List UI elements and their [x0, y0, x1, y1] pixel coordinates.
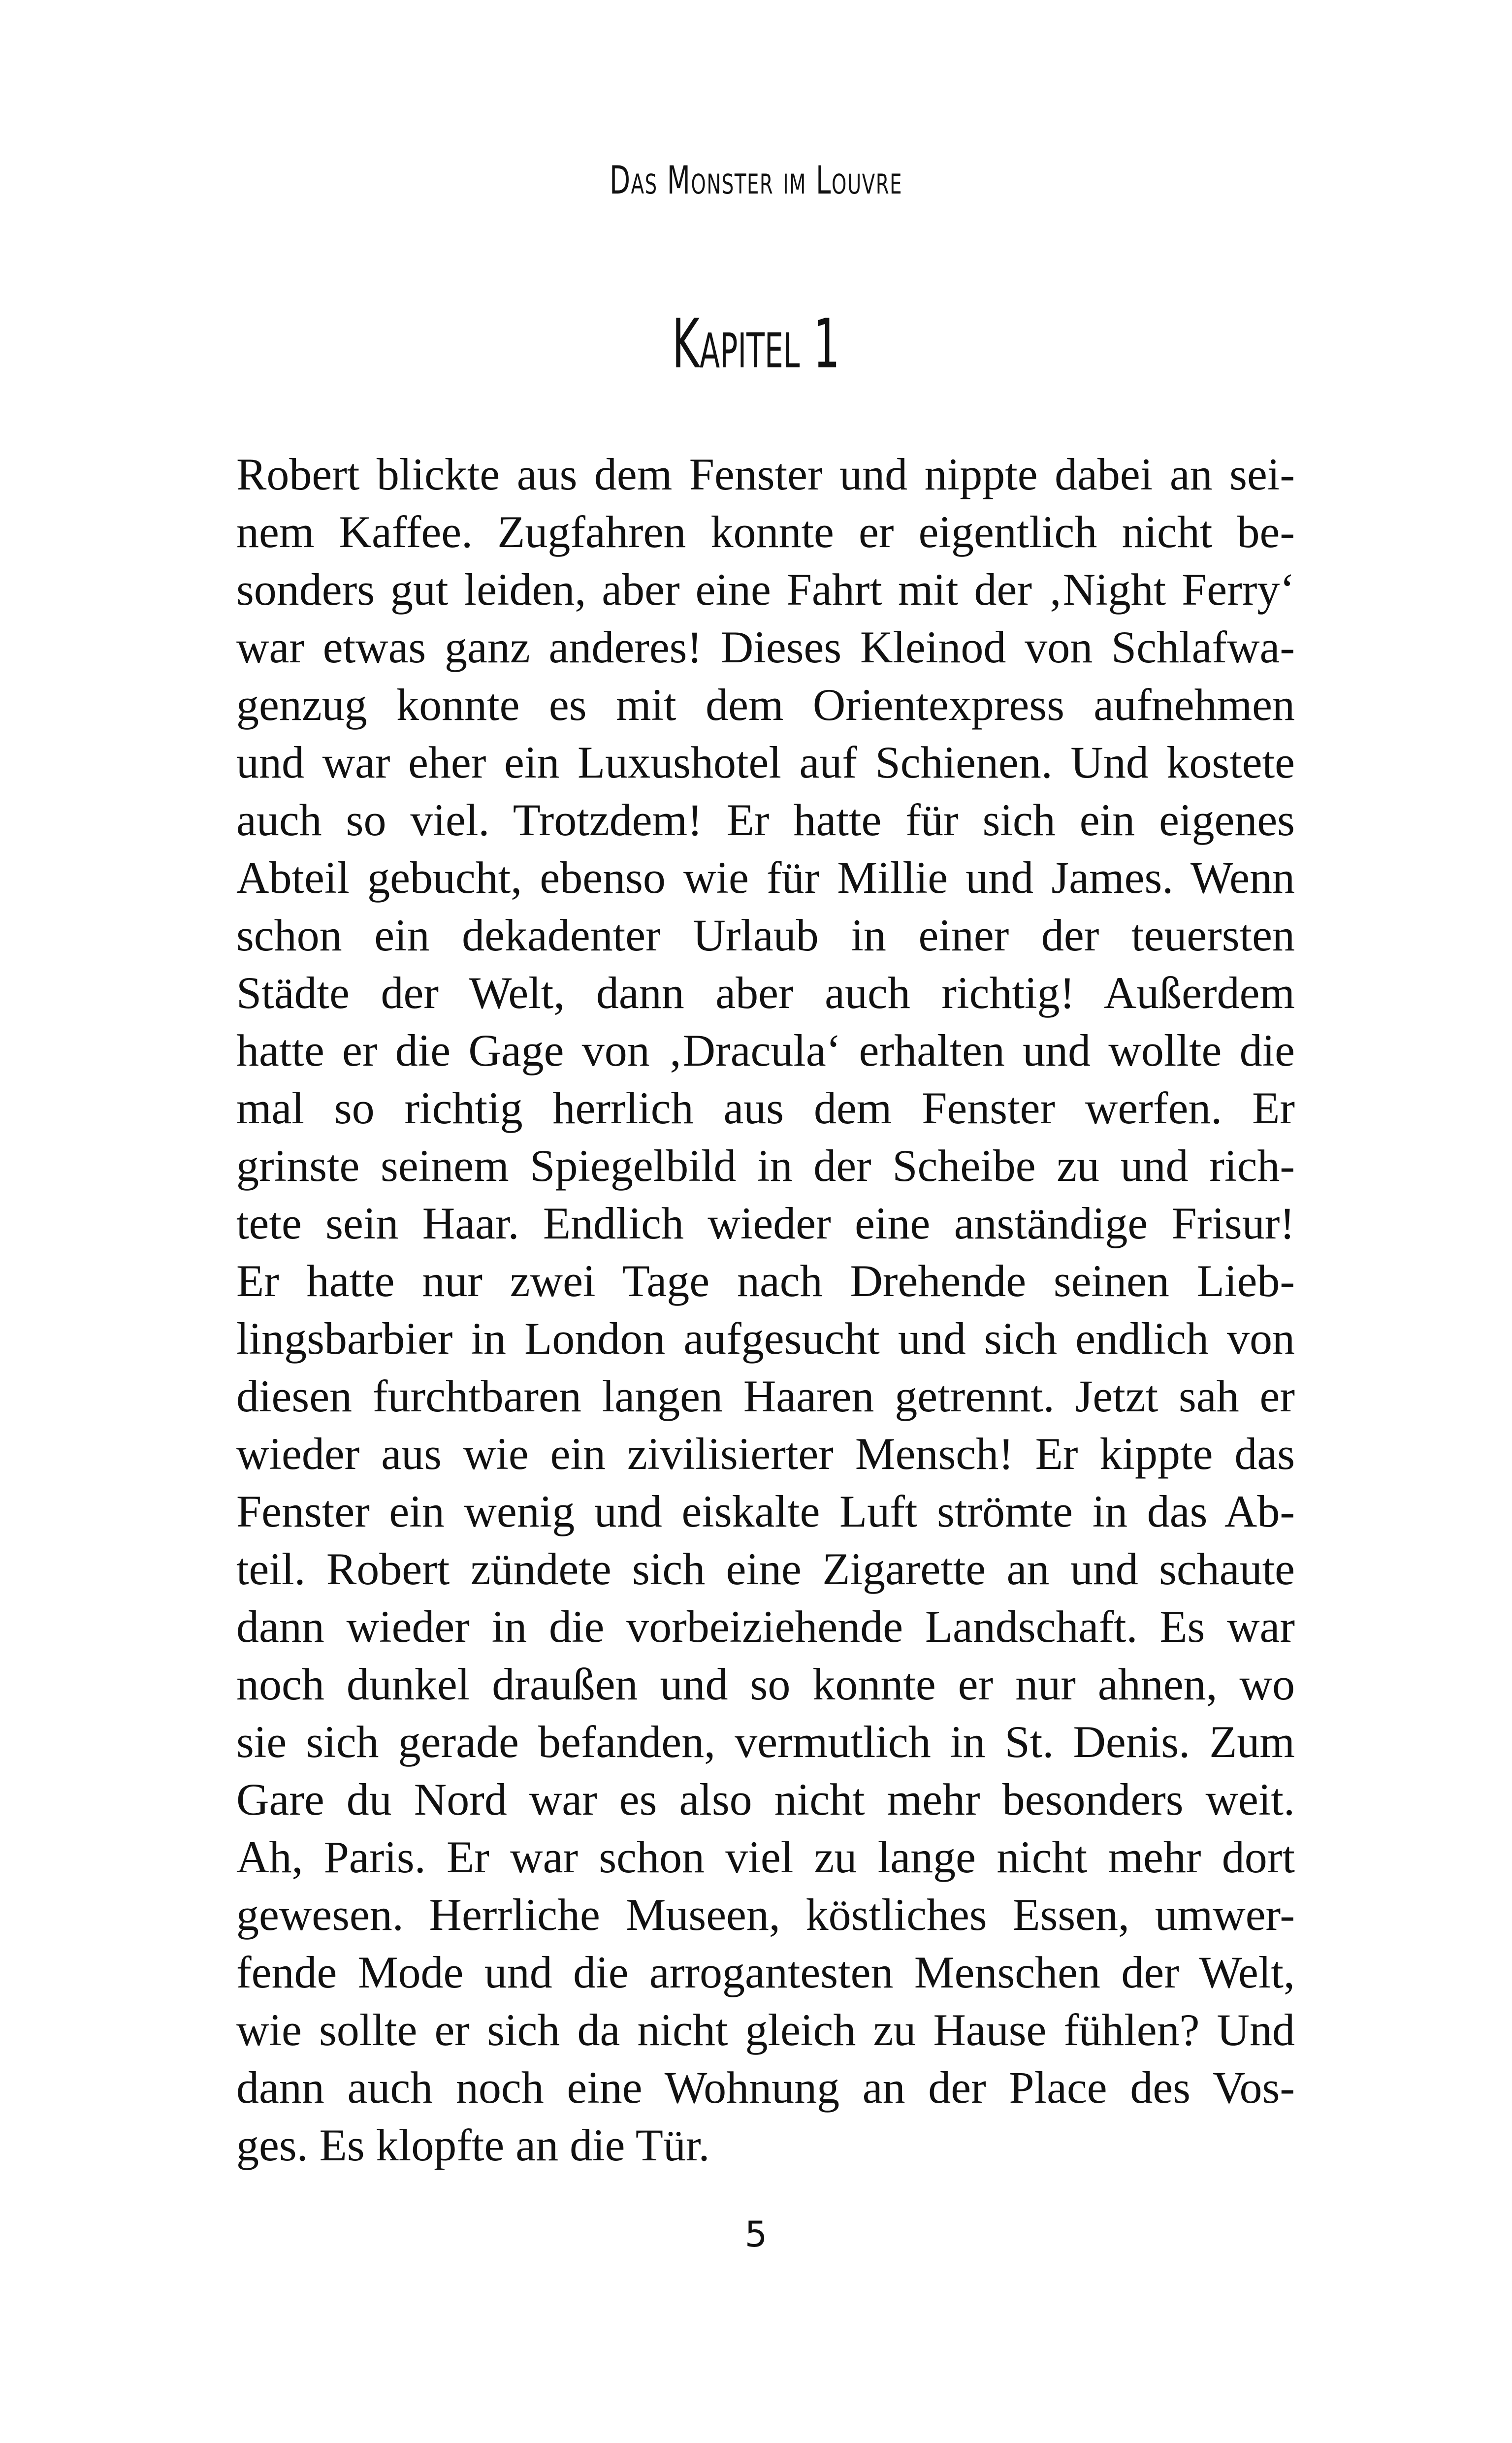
text-line: gewesen. Herrliche Museen, köstliches Essen, umwer- — [236, 1889, 1295, 1940]
text-line: dann wieder in die vorbeiziehende Landschaft. Es war — [236, 1601, 1295, 1652]
text-line: noch dunkel draußen und so konnte er nur ahnen, wo — [236, 1659, 1295, 1709]
text-line: wieder aus wie ein zivilisierter Mensch! Er kippte das — [236, 1429, 1295, 1479]
text-line: dann auch noch eine Wohnung an der Place des Vos- — [236, 2062, 1295, 2113]
text-line: Städte der Welt, dann aber auch richtig! Außerdem — [236, 968, 1295, 1018]
text-line: genzug konnte es mit dem Orientexpress aufnehmen — [236, 680, 1295, 730]
text-line: Ah, Paris. Er war schon viel zu lange nicht mehr dort — [236, 1832, 1295, 1882]
text-line: diesen furchtbaren langen Haaren getrennt. Jetzt sah er — [236, 1371, 1295, 1421]
text-line: und war eher ein Luxushotel auf Schienen. Und kostete — [236, 737, 1295, 787]
text-line: sie sich gerade befanden, vermutlich in St. Denis. Zum — [236, 1717, 1295, 1767]
text-line: grinste seinem Spiegelbild in der Scheibe zu und rich- — [236, 1140, 1295, 1191]
text-line: nem Kaffee. Zugfahren konnte er eigentlich nicht be- — [236, 507, 1295, 557]
text-line: lingsbarbier in London aufgesucht und sich endlich von — [236, 1313, 1295, 1364]
text-line: auch so viel. Trotzdem! Er hatte für sich ein eigenes — [236, 795, 1295, 845]
text-line: mal so richtig herrlich aus dem Fenster werfen. Er — [236, 1083, 1295, 1133]
running-head: Das Monster im Louvre — [609, 159, 903, 203]
text-line: Gare du Nord war es also nicht mehr besonders weit. — [236, 1774, 1295, 1824]
text-line: ges. Es klopfte an die Tür. — [236, 2120, 710, 2170]
text-line: sonders gut leiden, aber eine Fahrt mit der ‚Night Ferry‘ — [236, 564, 1295, 615]
text-line: schon ein dekadenter Urlaub in einer der teuersten — [236, 910, 1295, 960]
chapter-body-text — [236, 446, 1295, 2174]
text-line: hatte er die Gage von ‚Dracula‘ erhalten und wollte die — [236, 1025, 1295, 1075]
text-line: war etwas ganz anderes! Dieses Kleinod von Schlafwa- — [236, 622, 1295, 672]
text-line: Robert blickte aus dem Fenster und nippte dabei an sei- — [236, 449, 1295, 499]
text-line: wie sollte er sich da nicht gleich zu Hause fühlen? Und — [236, 2005, 1295, 2055]
page-number: 5 — [744, 2214, 768, 2255]
text-line: teil. Robert zündete sich eine Zigarette an und schaute — [236, 1544, 1295, 1594]
chapter-title: Kapitel 1 — [672, 304, 840, 384]
text-line: fende Mode und die arrogantesten Menschen der Welt, — [236, 1947, 1295, 1997]
text-line: Fenster ein wenig und eiskalte Luft strömte in das Ab- — [236, 1486, 1295, 1536]
text-line: Abteil gebucht, ebenso wie für Millie und James. Wenn — [236, 852, 1295, 903]
text-line: tete sein Haar. Endlich wieder eine anständige Frisur! — [236, 1198, 1295, 1248]
text-line: Er hatte nur zwei Tage nach Drehende seinen Lieb- — [236, 1256, 1295, 1306]
